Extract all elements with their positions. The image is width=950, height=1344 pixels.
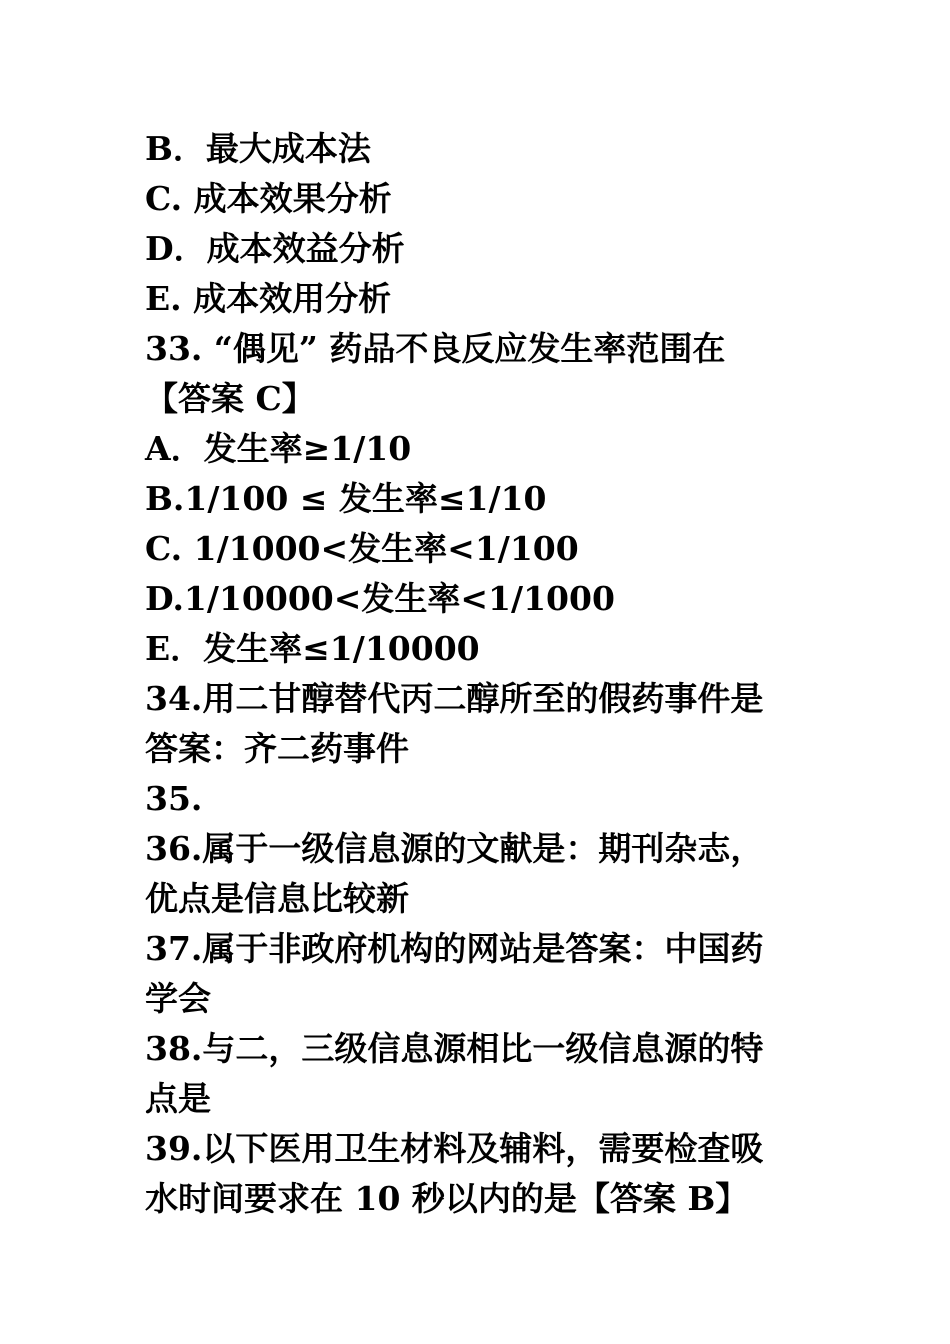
- question-38: 38.与二，三级信息源相比一级信息源的特: [145, 1029, 764, 1068]
- question-37-cont: 学会: [145, 979, 211, 1018]
- option-b-line: B．最大成本法: [145, 129, 371, 168]
- answer-34: 答案：齐二药事件: [145, 729, 409, 768]
- option-d-33: D.1/10000<发生率<1/1000: [145, 579, 615, 618]
- question-34: 34.用二甘醇替代丙二醇所至的假药事件是: [145, 679, 764, 718]
- option-c-33: C. 1/1000<发生率<1/100: [145, 529, 579, 568]
- option-c-line: C. 成本效果分析: [145, 179, 392, 218]
- option-b-33: B.1/100 ≤ 发生率≤1/10: [145, 479, 547, 518]
- option-e-33: E．发生率≤1/10000: [145, 629, 480, 668]
- question-38-cont: 点是: [145, 1079, 211, 1118]
- option-a-33: A．发生率≥1/10: [145, 429, 412, 468]
- option-d-line: D．成本效益分析: [145, 229, 405, 268]
- question-36: 36.属于一级信息源的文献是：期刊杂志，: [145, 829, 764, 868]
- question-37: 37.属于非政府机构的网站是答案：中国药: [145, 929, 764, 968]
- question-36-cont: 优点是信息比较新: [145, 879, 409, 918]
- question-39-cont: 水时间要求在 10 秒以内的是【答案 B】: [145, 1179, 749, 1218]
- question-35: 35.: [145, 779, 203, 818]
- question-33: 33. “偶见” 药品不良反应发生率范围在: [145, 329, 726, 368]
- question-39: 39.以下医用卫生材料及辅料，需要检查吸: [145, 1129, 764, 1168]
- answer-33: 【答案 C】: [145, 379, 315, 418]
- document-body: [145, 124, 815, 1224]
- option-e-line: E. 成本效用分析: [145, 279, 392, 318]
